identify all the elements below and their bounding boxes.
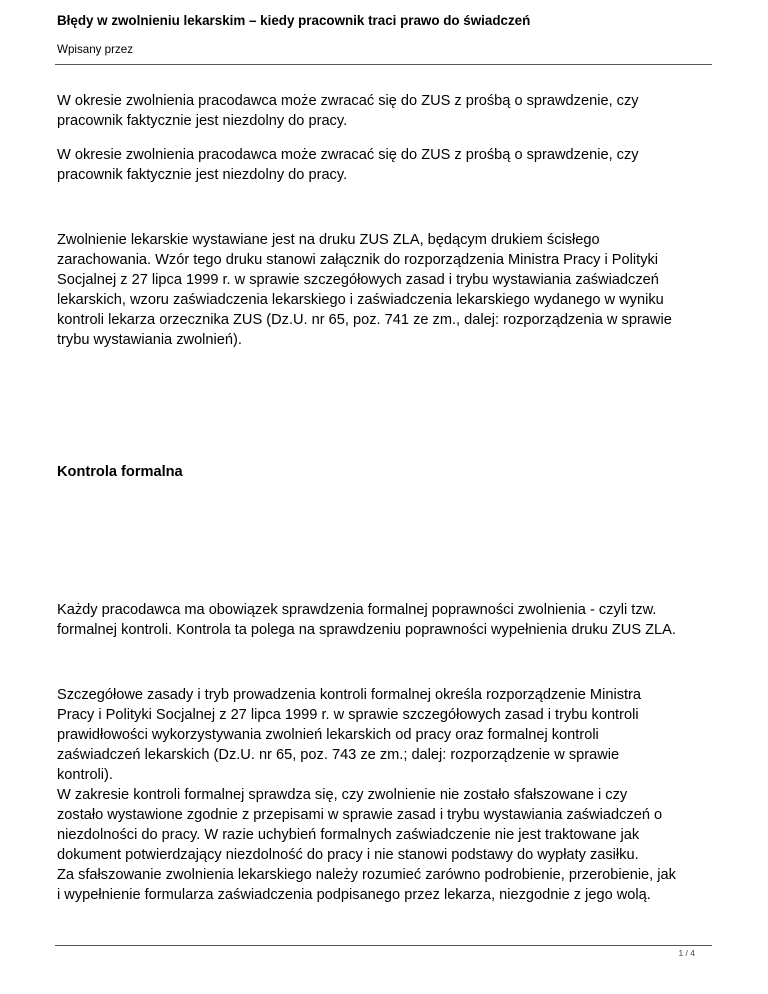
paragraph-line: Pracy i Polityki Socjalnej z 27 lipca 1999 r. w sprawie szczegółowych zasad i trybu kontroli <box>57 707 639 723</box>
paragraph-line: kontroli lekarza orzecznika ZUS (Dz.U. nr 65, poz. 741 ze zm., dalej: rozporządzenia w sprawie <box>57 312 672 328</box>
paragraph-line: dokument potwierdzający niezdolność do pracy i nie stanowi podstawy do wypłaty zasiłku. <box>57 847 639 863</box>
paragraph-line: W okresie zwolnienia pracodawca może zwracać się do ZUS z prośbą o sprawdzenie, czy <box>57 147 639 163</box>
paragraph-line: zostało wystawione zgodnie z przepisami w sprawie zasad i trybu wystawiania zaświadczeń o <box>57 807 663 823</box>
paragraph-3 <box>57 230 729 350</box>
paragraph-line: kontroli). <box>57 767 113 783</box>
paragraph-line: lekarskich, wzoru zaświadczenia lekarskiego i zaświadczenia lekarskiego wydanego w wyniku <box>57 292 664 308</box>
paragraph-line: Każdy pracodawca ma obowiązek sprawdzenia formalnej poprawności zwolnienia - czyli tzw. <box>57 602 657 618</box>
paragraph-4 <box>57 600 729 640</box>
footer-divider <box>55 945 712 946</box>
author-label: Wpisany przez <box>57 43 134 56</box>
paragraph-line: Szczegółowe zasady i tryb prowadzenia kontroli formalnej określa rozporządzenie Ministra <box>57 687 642 703</box>
header-divider <box>55 64 712 65</box>
paragraph-line: pracownik faktycznie jest niezdolny do pracy. <box>57 113 348 129</box>
paragraph-line: formalnej kontroli. Kontrola ta polega na sprawdzeniu poprawności wypełnienia druku ZUS ZLA. <box>57 622 676 638</box>
paragraph-line: W okresie zwolnienia pracodawca może zwracać się do ZUS z prośbą o sprawdzenie, czy <box>57 93 639 109</box>
paragraph-line: trybu wystawiania zwolnień). <box>57 332 242 348</box>
paragraph-line: Socjalnej z 27 lipca 1999 r. w sprawie szczegółowych zasad i trybu wystawiania zaświadczeń <box>57 272 659 288</box>
paragraph-5 <box>57 685 729 905</box>
document-title: Błędy w zwolnieniu lekarskim – kiedy pracownik traci prawo do świadczeń <box>57 13 531 28</box>
paragraph-1 <box>57 91 729 131</box>
paragraph-line: Za sfałszowanie zwolnienia lekarskiego należy rozumieć zarówno podrobienie, przerobienie, jak <box>57 867 676 883</box>
paragraph-line: pracownik faktycznie jest niezdolny do pracy. <box>57 167 348 183</box>
section-heading: Kontrola formalna <box>57 464 183 480</box>
paragraph-line: prawidłowości wykorzystywania zwolnień lekarskich od pracy oraz formalnej kontroli <box>57 727 599 743</box>
paragraph-line: zaświadczeń lekarskich (Dz.U. nr 65, poz. 743 ze zm.; dalej: rozporządzenie w sprawie <box>57 747 620 763</box>
paragraph-line: zarachowania. Wzór tego druku stanowi załącznik do rozporządzenia Ministra Pracy i Polityki <box>57 252 659 268</box>
paragraph-2 <box>57 145 729 185</box>
paragraph-line: niezdolności do pracy. W razie uchybień formalnych zaświadczenie nie jest traktowane jak <box>57 827 640 843</box>
page-number: 1 / 4 <box>678 948 695 958</box>
paragraph-line: Zwolnienie lekarskie wystawiane jest na druku ZUS ZLA, będącym drukiem ścisłego <box>57 232 600 248</box>
paragraph-line: W zakresie kontroli formalnej sprawdza się, czy zwolnienie nie zostało sfałszowane i czy <box>57 787 628 803</box>
paragraph-line: i wypełnienie formularza zaświadczenia podpisanego przez lekarza, niezgodnie z jego wolą. <box>57 887 651 903</box>
